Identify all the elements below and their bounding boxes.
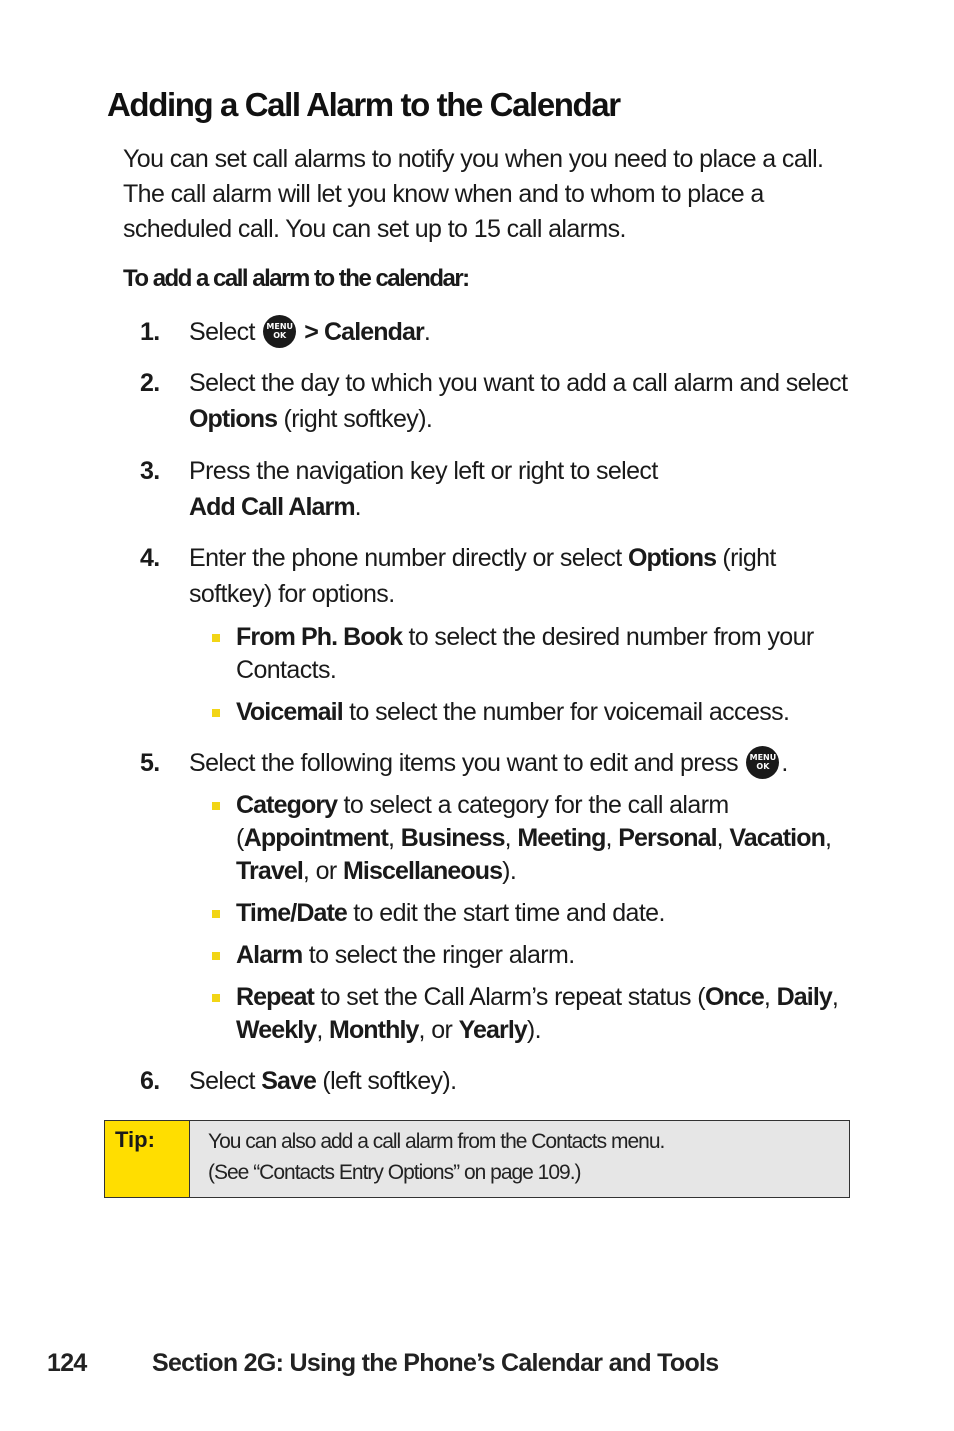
bullet-square-icon [212, 952, 220, 960]
bullet-from-ph-book: From Ph. Book to select the desired number from your Contacts. [210, 621, 860, 687]
save-term: Save [261, 1067, 317, 1095]
page-footer [47, 1349, 719, 1378]
add-call-alarm-term: Add Call Alarm [189, 493, 355, 521]
step-4: 4. Enter the phone number directly or select Options (right softkey) for options. [140, 540, 860, 612]
section-title: Section 2G: Using the Phone’s Calendar and Tools [152, 1349, 719, 1377]
menu-path-arrow: > [298, 318, 325, 346]
bullet-square-icon [212, 709, 220, 717]
bullet-square-icon [212, 802, 220, 810]
tip-line-2: (See “Contacts Entry Options” on page 109.) [208, 1161, 581, 1184]
bullet-voicemail: Voicemail to select the number for voicemail access. [210, 696, 860, 729]
intro-paragraph: You can set call alarms to notify you when you need to place a call. The call alarm will let you know when and to whom to place a scheduled call. You can set up to 15 call alarms. [123, 145, 824, 243]
step-text: Enter the phone number directly or select [189, 544, 628, 572]
bullet-repeat: Repeat to set the Call Alarm’s repeat status (Once, Daily, Weekly, Monthly, or Yearly). [210, 981, 860, 1047]
tip-text [190, 1121, 664, 1197]
tip-line-1: You can also add a call alarm from the Contacts menu. [208, 1130, 665, 1153]
step-number: 6. [140, 1067, 160, 1095]
page-number: 124 [47, 1349, 87, 1377]
bullet-square-icon [212, 994, 220, 1002]
step-text: Press the navigation key left or right to select [189, 457, 658, 485]
step-6: 6. Select Save (left softkey). [140, 1063, 860, 1099]
step-number: 2. [140, 369, 160, 397]
bullet-category: Category to select a category for the call alarm (Appointment, Business, Meeting, Personal, Vacation, Travel, or Miscellaneous). [210, 789, 860, 888]
step-3: 3. Press the navigation key left or right to select Add Call Alarm. [140, 453, 860, 525]
bullet-square-icon [212, 634, 220, 642]
step-text: Select the day to which you want to add a call alarm and select [189, 369, 848, 397]
step-number: 1. [140, 318, 160, 346]
step-text: Select [189, 1067, 262, 1095]
tip-label: Tip: [105, 1121, 190, 1197]
step-number: 3. [140, 457, 160, 485]
page-title: Adding a Call Alarm to the Calendar [107, 86, 620, 123]
tip-box [104, 1120, 850, 1198]
step-text: Select the following items you want to edit and press [189, 749, 745, 777]
step-number: 5. [140, 749, 160, 777]
options-term: Options [627, 544, 717, 572]
calendar-term: Calendar [324, 318, 424, 346]
step-1: 1. Select MENU OK > Calendar. [140, 314, 860, 350]
step-number: 4. [140, 544, 160, 572]
procedure-heading: To add a call alarm to the calendar: [123, 265, 469, 292]
step-text: Select [189, 318, 262, 346]
step-5: 5. Select the following items you want to edit and press MENU OK . [140, 745, 860, 781]
bullet-time-date: Time/Date to edit the start time and date. [210, 897, 860, 930]
bullet-square-icon [212, 910, 220, 918]
bullet-alarm: Alarm to select the ringer alarm. [210, 939, 860, 972]
step-2: 2. Select the day to which you want to add a call alarm and select Options (right softkey). [140, 365, 860, 437]
menu-ok-key-icon: MENU OK [263, 315, 296, 348]
options-term: Options [189, 405, 278, 433]
menu-ok-key-icon: MENU OK [746, 746, 779, 779]
